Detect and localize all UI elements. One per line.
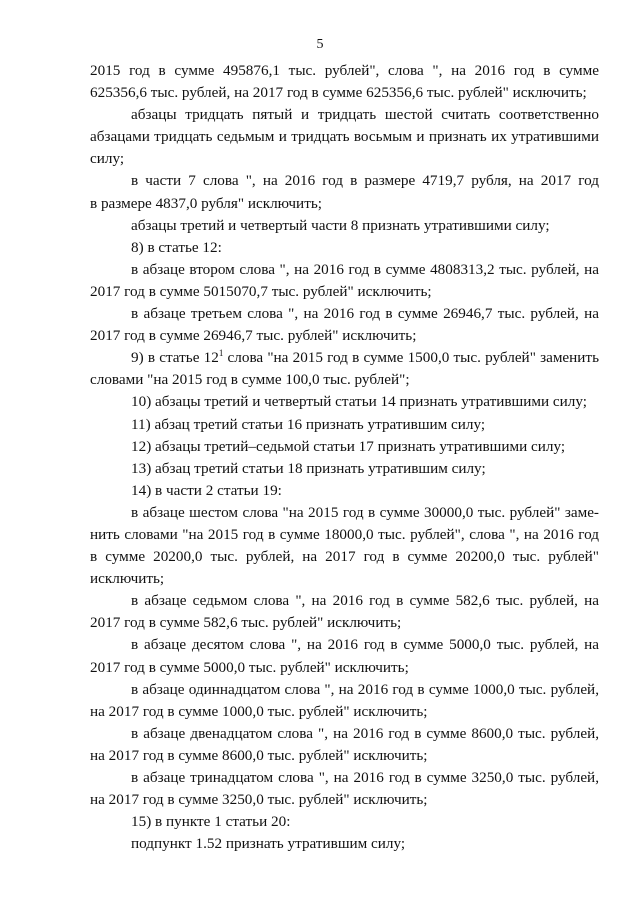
text-line: 10) абзацы третий и четвертый статьи 14 признать утратившими силу;	[131, 393, 587, 411]
text-line: исключить;	[90, 570, 165, 588]
text-line: силу;	[90, 150, 125, 168]
text-line: 13) абзац третий статьи 18 признать утратившим силу;	[131, 459, 486, 477]
text-line: 2017 год в сумме 5000,0 тыс. рублей" исключить;	[90, 658, 409, 676]
page-number: 5	[316, 37, 324, 52]
paragraph	[90, 170, 599, 214]
paragraph	[90, 104, 599, 170]
text-line: на 2017 год в сумме 8600,0 тыс. рублей" исключить;	[90, 746, 428, 764]
text-line	[90, 347, 599, 369]
paragraph	[90, 414, 599, 436]
text-line: в размере 4837,0 рубля" исключить;	[90, 194, 322, 212]
paragraph	[90, 237, 599, 259]
paragraph	[90, 767, 599, 811]
paragraph	[90, 723, 599, 767]
text-line: 2017 год в сумме 26946,7 тыс. рублей" исключить;	[90, 327, 417, 345]
text-line: на 2017 год в сумме 1000,0 тыс. рублей" исключить;	[90, 702, 428, 720]
text-line: в абзаце одиннадцатом слова ", на 2016 год в сумме 1000,0 тыс. рублей,	[131, 680, 599, 698]
text-line: 15) в пункте 1 статьи 20:	[131, 813, 291, 831]
text-line: в абзаце тринадцатом слова ", на 2016 год в сумме 3250,0 тыс. рублей,	[131, 769, 599, 786]
document-body	[90, 60, 599, 855]
text-line: 625356,6 тыс. рублей, на 2017 год в сумме 625356,6 тыс. рублей" исключить;	[90, 84, 587, 102]
text-line: в абзаце шестом слова "на 2015 год в сумме 30000,0 тыс. рублей" заме-	[131, 503, 599, 521]
superscript: 1	[218, 348, 224, 359]
paragraph	[90, 590, 599, 634]
text-line: 8) в статье 12:	[131, 238, 222, 256]
text-line: абзацы третий и четвертый части 8 признать утратившими силу;	[131, 216, 550, 234]
text-line: 12) абзацы третий–седьмой статьи 17 признать утратившими силу;	[131, 437, 566, 455]
text-line: в абзаце двенадцатом слова ", на 2016 год в сумме 8600,0 тыс. рублей,	[131, 724, 599, 742]
text-line: в части 7 слова ", на 2016 год в размере 4719,7 рубля, на 2017 год	[131, 172, 599, 190]
text-segment: 9) в статье 12	[131, 349, 219, 367]
text-line: словами "на 2015 год в сумме 100,0 тыс. рублей";	[90, 371, 410, 389]
text-line: нить словами "на 2015 год в сумме 18000,0 тыс. рублей", слова ", на 2016 год	[90, 525, 599, 543]
text-line: в сумме 20200,0 тыс. рублей, на 2017 год в сумме 20200,0 тыс. рублей"	[90, 548, 599, 566]
paragraph	[90, 436, 599, 458]
paragraph	[90, 347, 599, 391]
text-line: в абзаце третьем слова ", на 2016 год в сумме 26946,7 тыс. рублей, на	[131, 305, 599, 323]
text-line: в абзаце втором слова ", на 2016 год в сумме 4808313,2 тыс. рублей, на	[131, 260, 599, 278]
paragraph	[90, 259, 599, 303]
text-line: в абзаце седьмом слова ", на 2016 год в сумме 582,6 тыс. рублей, на	[131, 592, 599, 610]
text-line: 2017 год в сумме 5015070,7 тыс. рублей" исключить;	[90, 282, 432, 300]
text-line: 2017 год в сумме 582,6 тыс. рублей" исключить;	[90, 614, 402, 632]
paragraph	[90, 458, 599, 480]
paragraph	[90, 215, 599, 237]
text-line: абзацы тридцать пятый и тридцать шестой считать соответственно	[131, 106, 599, 124]
text-line: подпункт 1.52 признать утратившим силу;	[131, 835, 406, 853]
text-line: 2015 год в сумме 495876,1 тыс. рублей", слова ", на 2016 год в сумме	[90, 62, 599, 79]
text-line: в абзаце десятом слова ", на 2016 год в сумме 5000,0 тыс. рублей, на	[131, 636, 599, 654]
paragraph	[90, 502, 599, 590]
text-line: абзацами тридцать седьмым и тридцать восьмым и признать их утратившими	[90, 128, 599, 146]
text-line: на 2017 год в сумме 3250,0 тыс. рублей" исключить;	[90, 791, 428, 809]
paragraph	[90, 303, 599, 347]
paragraph	[90, 391, 599, 413]
paragraph	[90, 833, 599, 855]
paragraph	[90, 634, 599, 678]
text-line: 14) в части 2 статьи 19:	[131, 481, 282, 499]
text-segment: слова "на 2015 год в сумме 1500,0 тыс. рублей" заменить	[223, 349, 599, 367]
paragraph	[90, 480, 599, 502]
paragraph	[90, 811, 599, 833]
paragraph	[90, 679, 599, 723]
text-line: 11) абзац третий статьи 16 признать утратившим силу;	[131, 415, 486, 433]
paragraph	[90, 60, 599, 104]
